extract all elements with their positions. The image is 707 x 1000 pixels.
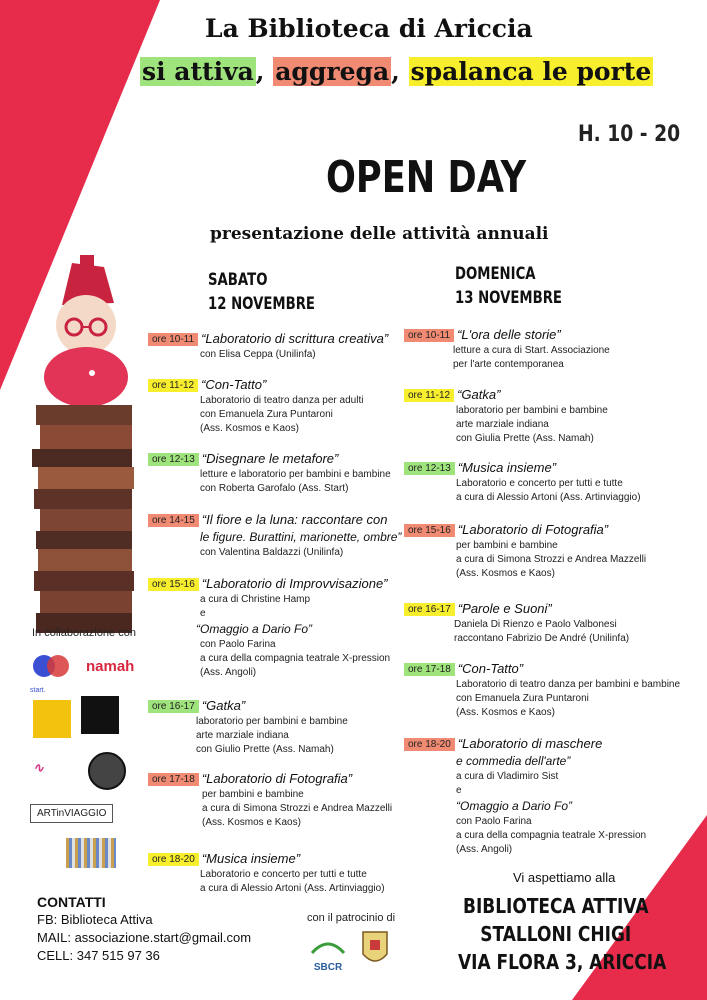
sat-event-1: ore 10-11 “Laboratorio di scrittura creativa” con Elisa Ceppa (Unilinfa) [148,330,388,362]
time-badge: ore 10-11 [148,333,198,346]
kosmos-kaos-logo [33,700,71,738]
time-badge: ore 11-12 [404,389,454,402]
time-badge: ore 18-20 [148,853,199,866]
sat-event-6: ore 16-17 “Gatka” laboratorio per bambini e bambine arte marziale indiana con Giulio Prette (Ass. Namah) [148,697,348,757]
title-highlight-red: aggrega [275,57,390,86]
contacts-block [37,893,251,965]
contacts-heading: CONTATTI [37,894,106,910]
time-badge: ore 12-13 [148,453,199,466]
title-highlight-yellow: spalanca le porte [410,57,652,86]
contacts-cell: CELL: 347 515 97 36 [37,948,160,963]
event-title: “Musica insieme” [457,460,557,475]
sun-event-1: ore 10-11 “L'ora delle storie” letture a cura di Start. Associazione per l'arte contemporanea [404,326,610,372]
event-title: “Laboratorio di Improvvisazione” [201,576,388,591]
sat-event-2: ore 11-12 “Con-Tatto” Laboratorio di teatro danza per adulti con Emanuela Zura Puntaroni (Ass. Kosmos e Kaos) [148,376,363,436]
sat-event-4: ore 14-15 “Il fiore e la luna: raccontare con le figure. Burattini, marionette, ombre” con Valentina Baldazzi (Unilinfa) [148,511,401,560]
event-title: “Con-Tatto” [457,661,524,676]
sbcr-logo: SBCR [308,935,348,973]
time-badge: ore 12-13 [404,462,455,475]
event-title: “L'ora delle storie” [457,327,561,342]
title-highlight-green: si attiva [142,57,254,86]
sat-event-5: ore 15-16 “Laboratorio di Improvvisazione” a cura di Christine Hamp e “Omaggio a Dario Fo” con Paolo Farina a cura della compagnia teatrale X-pression (Ass. Angoli) [148,575,390,680]
subtitle: presentazione delle attività annuali [210,224,549,244]
sun-event-4: ore 15-16 “Laboratorio di Fotografia” per bambini e bambine a cura di Simona Strozzi e Andrea Mazzelli (Ass. Kosmos e Kaos) [404,521,646,581]
sun-event-7: ore 18-20 “Laboratorio di maschere e commedia dell'arte” a cura di Vladimiro Sist e “Omaggio a Dario Fo” con Paolo Farina a cura della compagnia teatrale X-pression (Ass. Angoli) [404,735,646,857]
event-title: “Parole e Suoni” [457,601,552,616]
sun-event-6: ore 17-18 “Con-Tatto” Laboratorio di teatro danza per bambini e bambine con Emanuela Zura Puntaroni (Ass. Kosmos e Kaos) [404,660,680,720]
time-badge: ore 11-12 [148,379,198,392]
venue-line-3: VIA FLORA 3, ARICCIA [458,950,667,974]
patronage-label: con il patrocinio di [307,912,396,924]
title-line-2: si attiva, aggrega, spalanca le porte [142,57,652,86]
unilinfa-logo: ∿ [33,760,44,775]
time-badge: ore 17-18 [404,663,455,676]
event-title: “Musica insieme” [201,851,301,866]
invite-text: Vi aspettiamo alla [513,870,616,885]
event-title: “Gatka” [457,387,501,402]
event-title: “Disegnare le metafore” [201,451,339,466]
open-day-title: OPEN DAY [326,152,527,203]
venue-block [458,892,667,976]
time-badge: ore 15-16 [148,578,199,591]
saturday-header: SABATO 12 NOVEMBRE [208,270,315,314]
start-logo-icon [30,650,76,688]
angoli-logo [66,838,116,868]
time-badge: ore 16-17 [404,603,455,616]
dark-logo [81,696,119,734]
venue-line-1: BIBLIOTECA ATTIVA [462,894,649,918]
collab-label: In collaborazione con [32,627,136,639]
sat-event-8: ore 18-20 “Musica insieme” Laboratorio e concerto per tutti e tutte a cura di Alessio Artoni (Ass. Artinviaggio) [148,850,385,896]
event-title: “Gatka” [201,698,246,713]
event-title: “Laboratorio di scrittura creativa” [201,331,389,346]
sbcr-icon [308,935,348,957]
time-badge: ore 18-20 [404,738,455,751]
event-title: “Il fiore e la luna: raccontare con [201,512,388,527]
venue-line-2: STALLONI CHIGI [480,922,632,946]
time-badge: ore 15-16 [404,524,455,537]
girl-on-books-illustration [22,255,152,635]
namah-logo: namah [86,658,135,675]
portrait-logo [88,752,126,790]
time-badge: ore 14-15 [148,514,199,527]
time-badge: ore 10-11 [404,329,454,342]
sat-event-7: ore 17-18 “Laboratorio di Fotografia” per bambini e bambine a cura di Simona Strozzi e Andrea Mazzelli (Ass. Kosmos e Kaos) [148,770,392,830]
time-badge: ore 16-17 [148,700,199,713]
time-badge: ore 17-18 [148,773,199,786]
opening-hours: H. 10 - 20 [578,122,681,147]
contacts-fb: FB: Biblioteca Attiva [37,912,153,927]
title-line-1: La Biblioteca di Ariccia [205,14,533,43]
sunday-header: DOMENICA 13 NOVEMBRE [455,264,562,308]
start-logo: start. [30,650,76,694]
ariccia-crest-icon [360,928,390,970]
sun-event-5: ore 16-17 “Parole e Suoni” Daniela Di Rienzo e Paolo Valbonesi raccontano Fabrizio De André (Unilinfa) [404,600,629,646]
sun-event-2: ore 11-12 “Gatka” laboratorio per bambini e bambine arte marziale indiana con Giulia Prette (Ass. Namah) [404,386,608,446]
event-title: “Laboratorio di Fotografia” [457,522,609,537]
sat-event-3: ore 12-13 “Disegnare le metafore” letture e laboratorio per bambini e bambine con Roberta Garofalo (Ass. Start) [148,450,391,496]
event-title: “Laboratorio di Fotografia” [201,771,353,786]
event-title: “Laboratorio di maschere [457,736,603,751]
sun-event-3: ore 12-13 “Musica insieme” Laboratorio e concerto per tutti e tutte a cura di Alessio Artoni (Ass. Artinviaggio) [404,459,641,505]
contacts-mail: MAIL: associazione.start@gmail.com [37,930,252,945]
artinviaggio-logo: ARTinVIAGGIO [30,804,113,823]
event-title: “Con-Tatto” [201,377,267,392]
